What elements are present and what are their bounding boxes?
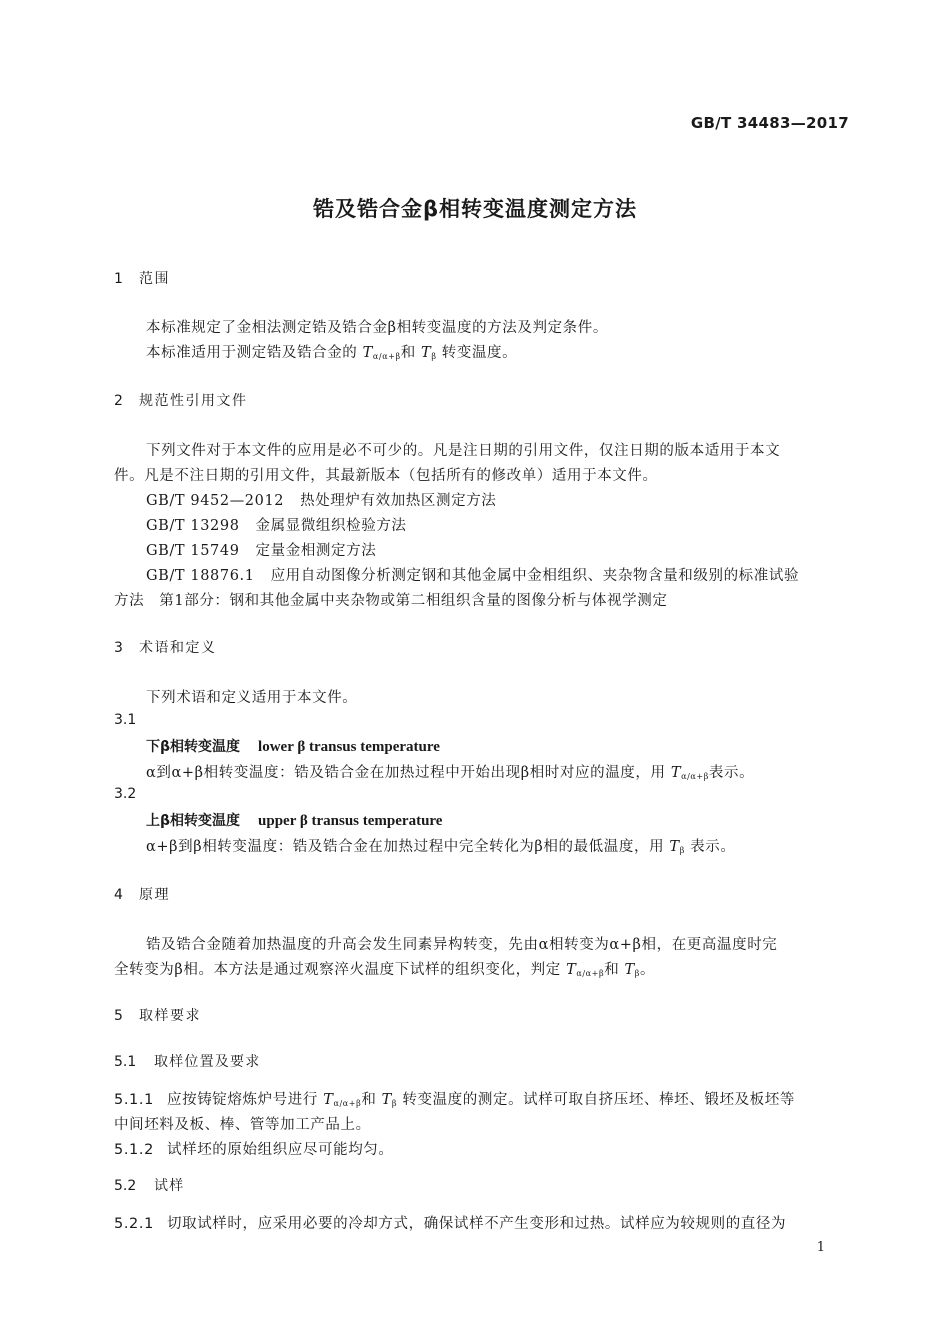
clause-number: 5.1.2	[114, 1142, 154, 1158]
text: 转变温度的测定。试样可取自挤压坯、棒坯、锻坯及板坯等	[397, 1092, 795, 1108]
reference-item	[146, 564, 799, 585]
section-4-heading	[114, 884, 170, 904]
term-zh: 下β相转变温度	[146, 739, 241, 755]
reference-title: 热处理炉有效加热区测定方法	[300, 493, 497, 509]
clause-number: 5.1.1	[114, 1092, 154, 1108]
text: 试样坯的原始组织应尽可能均匀。	[167, 1142, 394, 1158]
reference-item	[146, 489, 496, 510]
reference-title: 定量金相测定方法	[255, 543, 377, 559]
temperature-symbol: T	[669, 839, 680, 855]
section-number: 2	[114, 393, 123, 409]
text: α+β到β相转变温度：锆及锆合金在加热过程中完全转化为β相的最低温度，用	[146, 839, 670, 855]
paragraph: 下列文件对于本文件的应用是必不可少的。凡是注日期的引用文件，仅注日期的版本适用于本文	[146, 443, 781, 459]
temperature-symbol: T	[362, 345, 373, 361]
text: 表示。	[684, 839, 736, 855]
term-heading	[146, 736, 440, 756]
text: 和	[604, 962, 625, 978]
symbol-subscript: α/α+β	[372, 352, 401, 361]
text: α到α+β相转变温度：锆及锆合金在加热过程中开始出现β相时对应的温度，用	[146, 765, 671, 781]
subsection-heading	[114, 1175, 184, 1195]
term-heading	[146, 810, 442, 830]
subsection-number: 5.2	[114, 1178, 137, 1194]
paragraph: 件。凡是不注日期的引用文件，其最新版本（包括所有的修改单）适用于本文件。	[114, 468, 658, 484]
paragraph: 锆及锆合金随着加热温度的升高会发生同素异构转变，先由α相转变为α+β相，在更高温度时完	[146, 937, 778, 953]
clause-number: 3.2	[114, 786, 137, 802]
section-title: 原理	[139, 887, 170, 903]
clause	[114, 1212, 786, 1233]
clause-continuation: 中间坯料及板、棒、管等加工产品上。	[114, 1117, 371, 1133]
section-2-heading	[114, 390, 248, 410]
term-definition	[146, 761, 754, 782]
term-definition	[146, 835, 735, 856]
subsection-title: 取样位置及要求	[154, 1054, 261, 1070]
reference-code: GB/T 13298	[146, 518, 240, 534]
term-en: upper β transus temperature	[258, 813, 443, 829]
temperature-symbol: T	[624, 962, 635, 978]
symbol-subscript: α/α+β	[681, 772, 709, 781]
text: 表示。	[708, 765, 755, 781]
clause	[114, 1138, 394, 1159]
text: 应按铸锭熔炼炉号进行	[167, 1092, 324, 1108]
symbol-subscript: β	[634, 969, 641, 978]
term-en: lower β transus temperature	[258, 739, 440, 755]
standard-number: GB/T 34483—2017	[690, 114, 849, 132]
section-title: 术语和定义	[139, 640, 217, 656]
reference-title: 金属显微组织检验方法	[255, 518, 407, 534]
temperature-symbol: T	[421, 345, 432, 361]
section-title: 规范性引用文件	[139, 393, 248, 409]
document-title: 锆及锆合金β相转变温度测定方法	[312, 197, 638, 221]
reference-item	[146, 514, 407, 535]
section-1-heading	[114, 268, 170, 288]
subsection-heading	[114, 1051, 260, 1071]
text: 转变温度。	[436, 345, 518, 361]
section-number: 5	[114, 1008, 123, 1024]
section-title: 范围	[139, 271, 170, 287]
section-number: 4	[114, 887, 123, 903]
text: 切取试样时，应采用必要的冷却方式，确保试样不产生变形和过热。试样应为较规则的直径为	[167, 1216, 787, 1232]
paragraph	[146, 341, 517, 362]
page-number: 1	[816, 1240, 825, 1255]
reference-code: GB/T 18876.1	[146, 568, 255, 584]
reference-item	[146, 539, 376, 560]
temperature-symbol: T	[323, 1092, 334, 1108]
temperature-symbol: T	[566, 962, 577, 978]
text: 和	[400, 345, 422, 361]
text: 。	[640, 962, 656, 978]
term-zh: 上β相转变温度	[146, 813, 241, 829]
symbol-subscript: β	[391, 1099, 398, 1108]
symbol-subscript: β	[431, 352, 437, 361]
section-title: 取样要求	[139, 1008, 201, 1024]
paragraph: 本标准规定了金相法测定锆及锆合金β相转变温度的方法及判定条件。	[146, 320, 608, 336]
clause-number: 5.2.1	[114, 1216, 154, 1232]
temperature-symbol: T	[381, 1092, 392, 1108]
text: 和	[361, 1092, 382, 1108]
section-number: 3	[114, 640, 123, 656]
section-5-heading	[114, 1005, 201, 1025]
paragraph	[114, 958, 655, 979]
symbol-subscript: α/α+β	[333, 1099, 362, 1108]
subsection-number: 5.1	[114, 1054, 137, 1070]
reference-title: 应用自动图像分析测定钢和其他金属中金相组织、夹杂物含量和级别的标准试验	[270, 568, 800, 584]
clause-number: 3.1	[114, 712, 137, 728]
section-number: 1	[114, 271, 123, 287]
subsection-title: 试样	[154, 1178, 185, 1194]
text: 本标准适用于测定锆及锆合金的	[146, 345, 363, 361]
paragraph: 下列术语和定义适用于本文件。	[146, 690, 358, 706]
symbol-subscript: β	[679, 846, 685, 855]
symbol-subscript: α/α+β	[576, 969, 605, 978]
reference-code: GB/T 9452—2012	[146, 493, 285, 509]
text: 全转变为β相。本方法是通过观察淬火温度下试样的组织变化，判定	[114, 962, 567, 978]
reference-code: GB/T 15749	[146, 543, 240, 559]
section-3-heading	[114, 637, 217, 657]
temperature-symbol: T	[670, 765, 682, 781]
clause	[114, 1088, 795, 1109]
reference-continuation: 方法 第1部分：钢和其他金属中夹杂物或第二相组织含量的图像分析与体视学测定	[114, 593, 668, 609]
